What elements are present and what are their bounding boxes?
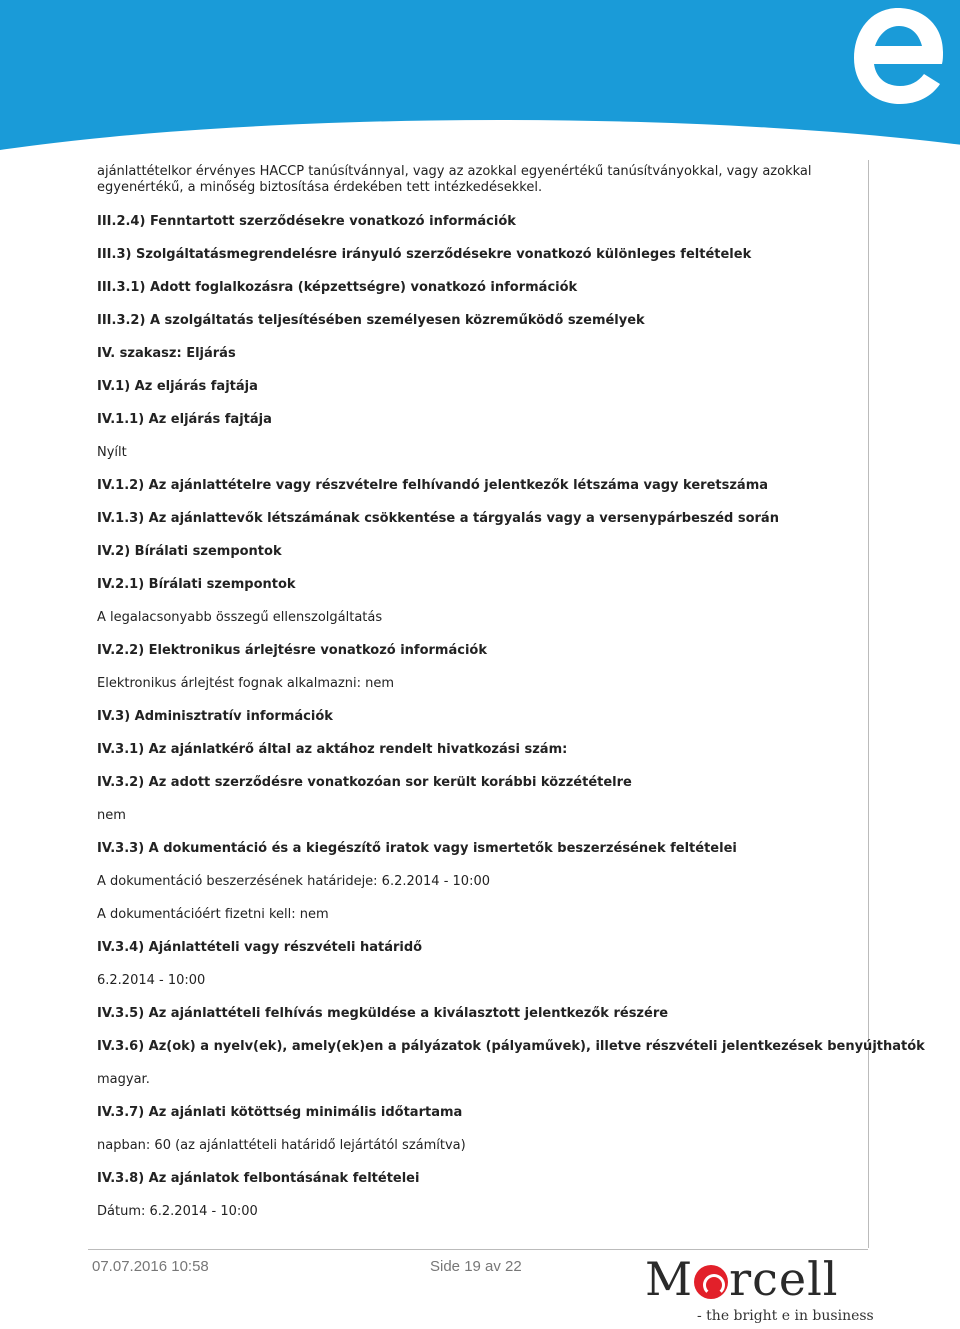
marcell-logo [645,1252,874,1329]
section-heading: IV.3.1) Az ajánlatkérő által az aktához rendelt hivatkozási szám: [97,742,568,757]
line-spacer [97,1154,847,1171]
section-heading: IV.1.2) Az ajánlattételre vagy részvételre felhívandó jelentkezők létszáma vagy keretszáma [97,478,769,493]
section-heading: IV.3.3) A dokumentáció és a kiegészítő iratok vagy ismertetők beszerzésének feltételei [97,841,737,856]
document-body [97,164,925,1220]
line-spacer [97,692,847,709]
section-value: Elektronikus árlejtést fognak alkalmazni: nem [97,676,395,691]
section-value: A legalacsonyabb összegű ellenszolgáltatás [97,610,383,625]
section-heading: IV.3) Adminisztratív információk [97,709,333,724]
line-spacer [97,560,847,577]
section-value: napban: 60 (az ajánlattételi határidő lejártától számítva) [97,1138,466,1153]
line-spacer [97,857,847,874]
section-heading: III.2.4) Fenntartott szerződésekre vonatkozó információk [97,214,516,229]
line-spacer [97,758,847,775]
line-spacer [97,263,847,280]
line-spacer [97,791,847,808]
line-spacer [97,890,847,907]
section-heading: IV.2.1) Bírálati szempontok [97,577,296,592]
line-spacer [97,461,847,478]
line-spacer [97,395,847,412]
footer-divider [88,1249,868,1250]
header-band [0,0,960,160]
section-heading: III.3.2) A szolgáltatás teljesítésében személyesen közreműködő személyek [97,313,645,328]
section-heading: IV.3.6) Az(ok) a nyelv(ek), amely(ek)en a pályázatok (pályaművek), illetve részvételi jelentkezések benyújthatók [97,1039,925,1054]
line-spacer [97,494,847,511]
logo-wordmark [645,1253,839,1305]
logo-word-end: rcell [729,1252,839,1306]
section-value: nem [97,808,126,823]
line-spacer [97,725,847,742]
line-spacer [97,659,847,676]
line-spacer [97,1022,847,1039]
header-curve [0,120,960,160]
section-value: Nyílt [97,445,127,460]
section-heading: IV.2.2) Elektronikus árlejtésre vonatkozó információk [97,643,487,658]
line-spacer [97,428,847,445]
line-spacer [97,956,847,973]
section-heading: IV.3.8) Az ajánlatok felbontásának feltételei [97,1171,420,1186]
line-spacer [97,1187,847,1204]
document-lines [97,214,925,1220]
intro-paragraph: ajánlattételkor érvényes HACCP tanúsítvánnyal, vagy az azokkal egyenértékű tanúsítványokkal, vagy azokkal egyenértékű, a minőség biztosítása érdekében tett intézkedésekkel. [97,164,812,195]
section-value: Dátum: 6.2.2014 - 10:00 [97,1204,258,1219]
section-heading: III.3.1) Adott foglalkozásra (képzettségre) vonatkozó információk [97,280,578,295]
line-spacer [97,296,847,313]
section-value: A dokumentációért fizetni kell: nem [97,907,329,922]
line-spacer [97,593,847,610]
line-spacer [97,329,847,346]
line-spacer [97,527,847,544]
section-heading: IV.3.5) Az ajánlattételi felhívás megküldése a kiválasztott jelentkezők részére [97,1006,669,1021]
logo-e-icon [694,1265,728,1299]
section-heading: IV.3.2) Az adott szerződésre vonatkozóan sor került korábbi közzétételre [97,775,632,790]
section-heading: III.3) Szolgáltatásmegrendelésre irányuló szerződésekre vonatkozó különleges feltételek [97,247,752,262]
line-spacer [97,230,847,247]
e-logo-icon [848,0,948,110]
section-heading: IV.1.3) Az ajánlattevők létszámának csökkentése a tárgyalás vagy a versenypárbeszéd során [97,511,779,526]
line-spacer [97,989,847,1006]
section-heading: IV.1.1) Az eljárás fajtája [97,412,272,427]
line-spacer [97,923,847,940]
section-heading: IV.3.4) Ajánlattételi vagy részvételi határidő [97,940,423,955]
section-heading: IV. szakasz: Eljárás [97,346,236,361]
section-value: magyar. [97,1072,150,1087]
line-spacer [97,362,847,379]
footer-timestamp: 07.07.2016 10:58 [92,1258,209,1275]
section-value: A dokumentáció beszerzésének határideje: 6.2.2014 - 10:00 [97,874,490,889]
line-spacer [97,1055,847,1072]
section-value: 6.2.2014 - 10:00 [97,973,206,988]
section-heading: IV.2) Bírálati szempontok [97,544,282,559]
logo-tagline: - the bright e in business [697,1308,874,1324]
line-spacer [97,1121,847,1138]
line-spacer [97,626,847,643]
footer-page-number: Side 19 av 22 [430,1258,522,1275]
section-heading: IV.3.7) Az ajánlati kötöttség minimális időtartama [97,1105,463,1120]
section-heading: IV.1) Az eljárás fajtája [97,379,258,394]
line-spacer [97,1088,847,1105]
logo-word-start: M [645,1252,694,1306]
line-spacer [97,824,847,841]
